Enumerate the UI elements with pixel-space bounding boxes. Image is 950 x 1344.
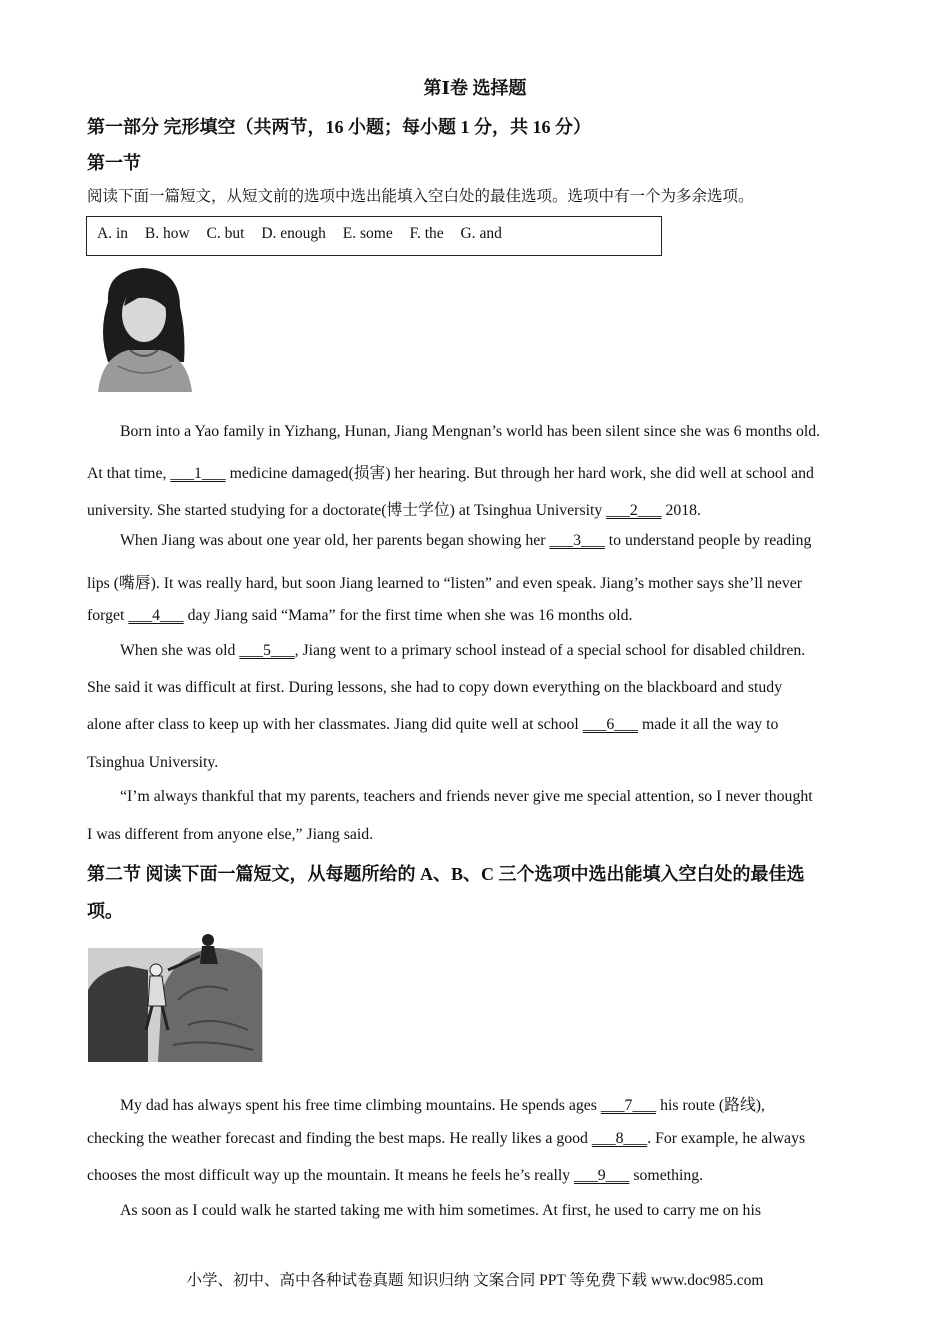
- p1-line-5: lips (嘴唇). It was really hard, but soon Jiang learned to “listen” and even speak. Jiang’s mother says she’ll never: [87, 575, 803, 592]
- p2-line-1: My dad has always spent his free time climbing mountains. He spends ages ___7___ his route (路线),: [120, 1097, 765, 1114]
- blank-5[interactable]: ___5___: [239, 642, 295, 659]
- p1-line-8: She said it was difficult at first. During lessons, she had to copy down everything on the blackboard and study: [87, 679, 783, 696]
- p2-line-2: checking the weather forecast and finding the best maps. He really likes a good ___8___. For example, he always: [87, 1130, 806, 1147]
- p1-line-10: Tsinghua University.: [87, 754, 219, 771]
- p2-line-3: chooses the most difficult way up the mountain. It means he feels he’s really ___9___ something.: [87, 1167, 704, 1184]
- p1-line-4: When Jiang was about one year old, her parents began showing her ___3___ to understand people by reading: [120, 532, 812, 549]
- section2-heading-cont: 项。: [87, 901, 123, 921]
- footer: 小学、初中、高中各种试卷真题 知识归纳 文案合同 PPT 等免费下载 www.doc985.com: [186, 1272, 764, 1289]
- section2-heading: 第二节 阅读下面一篇短文，从每题所给的 A、B、C 三个选项中选出能填入空白处的最佳选: [87, 864, 805, 884]
- option-d: D. enough: [261, 225, 326, 242]
- blank-3[interactable]: ___3___: [549, 532, 605, 549]
- option-f: F. the: [409, 225, 444, 242]
- blank-6[interactable]: ___6___: [582, 716, 639, 733]
- section1-heading: 第一节: [87, 153, 141, 173]
- p1-line-6: forget ___4___ day Jiang said “Mama” for the first time when she was 16 months old.: [87, 607, 633, 624]
- blank-9[interactable]: ___9___: [574, 1167, 630, 1184]
- p1-line-1: Born into a Yao family in Yizhang, Hunan, Jiang Mengnan’s world has been silent since she was 6 months old.: [120, 423, 821, 440]
- part1-heading: 第一部分 完形填空（共两节，16 小题；每小题 1 分，共 16 分）: [87, 117, 591, 137]
- section1-instruction: 阅读下面一篇短文，从短文前的选项中选出能填入空白处的最佳选项。选项中有一个为多余选项。: [87, 188, 754, 205]
- p1-line-2: At that time, ___1___ medicine damaged(损害) her hearing. But through her hard work, she did well at school and: [87, 465, 814, 482]
- climbing-photo: [88, 930, 263, 1062]
- blank-8[interactable]: ___8___: [591, 1130, 648, 1147]
- p1-line-7: When she was old ___5___, Jiang went to a primary school instead of a special school for disabled children.: [120, 642, 806, 659]
- p1-line-9: alone after class to keep up with her classmates. Jiang did quite well at school ___6___ made it all the way to: [87, 716, 779, 733]
- blank-7[interactable]: ___7___: [600, 1097, 657, 1114]
- portrait-photo: [88, 262, 200, 392]
- p2-line-4: As soon as I could walk he started taking me with him sometimes. At first, he used to carry me on his: [120, 1202, 761, 1219]
- options-box: [86, 216, 662, 256]
- page-title: 第Ⅰ卷 选择题: [423, 78, 527, 98]
- blank-2[interactable]: ___2___: [606, 502, 662, 519]
- option-c: C. but: [206, 225, 245, 242]
- blank-1[interactable]: ___1___: [170, 465, 226, 482]
- p1-line-12: I was different from anyone else,” Jiang said.: [87, 826, 374, 843]
- option-e: E. some: [342, 225, 393, 242]
- p1-line-11: “I’m always thankful that my parents, teachers and friends never give me special attention, so I never thought: [120, 788, 813, 805]
- option-a: A. in: [97, 225, 128, 242]
- p1-line-3: university. She started studying for a doctorate(博士学位) at Tsinghua University ___2___ 2018.: [87, 502, 702, 519]
- blank-4[interactable]: ___4___: [128, 607, 184, 624]
- option-b: B. how: [144, 225, 190, 242]
- option-g: G. and: [460, 225, 502, 242]
